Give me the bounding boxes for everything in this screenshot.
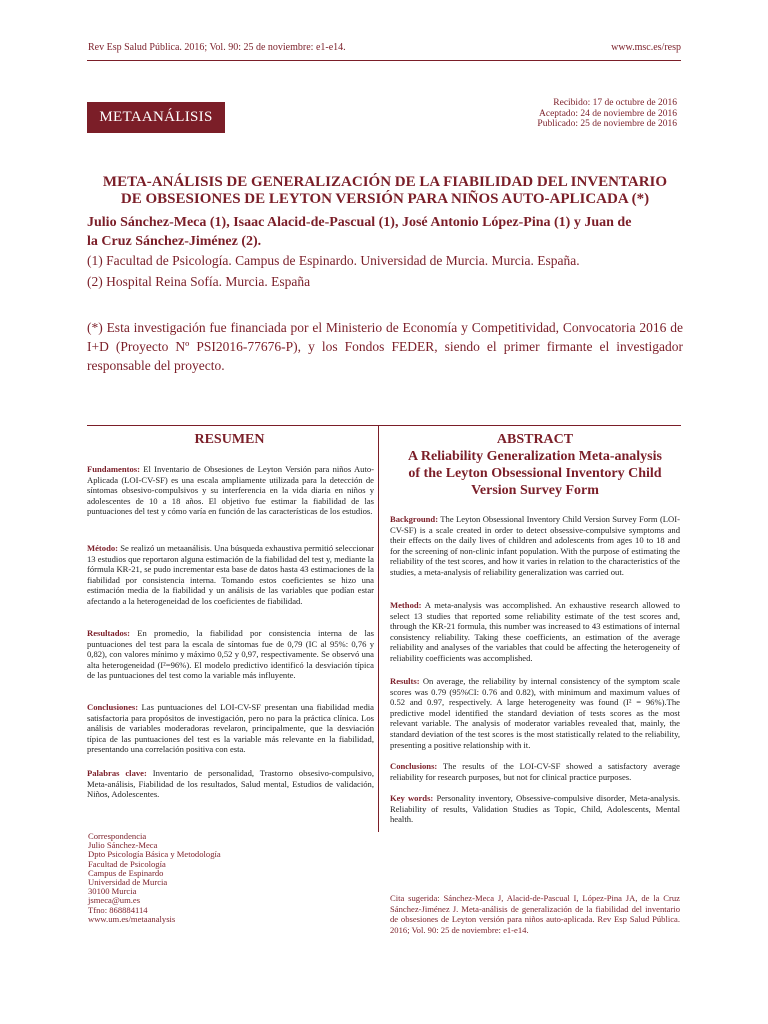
resumen-conclusiones: [87, 702, 374, 755]
abstract-title-line: Version Survey Form: [471, 483, 599, 498]
date-published: Publicado: 25 de noviembre de 2016: [537, 119, 677, 129]
title-line: META-ANÁLISIS DE GENERALIZACIÓN DE LA FIABILIDAD DEL INVENTARIO: [102, 174, 668, 190]
abstract-title-line: A Reliability Generalization Meta-analysis: [408, 449, 662, 464]
correspondence-faculty: Facultad de Psicología: [88, 858, 166, 869]
abstract-conclusions: [390, 761, 680, 782]
abstract-method: [390, 600, 680, 664]
column-divider: [378, 426, 379, 832]
journal-url[interactable]: www.msc.es/resp: [611, 42, 681, 53]
middle-divider: [87, 425, 681, 426]
para-text: El Inventario de Obsesiones de Leyton Versión para niños Auto-Aplicada (LOI-CV-SF) es una escala ampliamente utilizada para la detección de síntomas obsesivo-compulsivos y su interferencia en la vida diaria en niños y adolescentes de 10 a 18 años. El objetivo fue estimar la fiabilidad de las puntuaciones del test y cómo varía en función de las características de los estudios.: [87, 464, 374, 517]
para-label: Conclusions:: [390, 761, 438, 771]
funding-note: (*) Esta investigación fue financiada por el Ministerio de Economía y Competitividad, Convocatoria 2016 de I+D (Proyecto Nº PSI2016-77676-P), y los Fondos FEDER, siendo el primer firmante el investigador responsable del proyecto.: [87, 320, 683, 373]
correspondence-city: 30100 Murcia: [88, 886, 137, 897]
title-line: DE OBSESIONES DE LEYTON VERSIÓN PARA NIÑOS AUTO-APLICADA (*): [120, 191, 650, 207]
para-label: Key words:: [390, 793, 434, 803]
abstract-title: [390, 448, 680, 499]
resumen-metodo: [87, 543, 374, 607]
resumen-resultados: [87, 628, 374, 681]
top-divider: [87, 60, 681, 61]
para-text: On average, the reliability by internal consistency of the symptom scale scores was 0.79 (95%CI: 0.76 and 0.82), with minimum and maximum values of 0.52 and 0.97, respectively. A large heterogeneity was found (I² = 96%).The predictive model identified the standard deviation of tests scores as the most relevant variable. The analysis of moderator variables revealed that, mainly, the standard deviation of the test scores is the most statistically related to the reliability, presenting a positive relationship with it.: [390, 676, 680, 750]
para-text: The Leyton Obsessional Inventory Child Version Survey Form (LOI-CV-SF) is a scale created in order to detect obsessive-compulsive symptoms and their effects on the daily lives of children and adolescents from ages 10 to 18 and for the screening of non-clinic infant population. With the purpose of estimating the reliability of the test scores, and how it varies in relation to the characteristics of the studies, a meta-analysis of reliability generalization was carried out.: [390, 514, 680, 577]
resumen-fundamentos: [87, 464, 374, 517]
para-label: Background:: [390, 514, 439, 524]
section-label: METAANÁLISIS: [87, 102, 225, 133]
affiliation-2: (2) Hospital Reina Sofía. Murcia. España: [87, 274, 311, 289]
para-text: A meta-analysis was accomplished. An exhaustive research allowed to select 13 studies that reported some reliability estimate of the test scores and, through the KR-21 formula, this number was increased to 43 estimations of internal consistency reliability. Taking these coefficients, an estimation of the average reliability and analyses of the variables that could be affecting the heterogeneity of reliability coefficients was accomplished.: [390, 600, 680, 663]
para-label: Método:: [87, 543, 119, 553]
authors-line: Julio Sánchez-Meca (1), Isaac Alacid-de-Pascual (1), José Antonio López-Pina (1) y Juan de: [87, 215, 632, 230]
para-label: Palabras clave:: [87, 768, 147, 778]
para-label: Method:: [390, 600, 422, 610]
article-title: [87, 174, 683, 208]
para-text: Se realizó un metaanálisis. Una búsqueda exhaustiva permitió seleccionar 13 estudios que reportaron alguna estimación de la fiabilidad del test y, mediante la fórmula KR-21, se pudo incrementar esta base de datos hasta 43 estimaciones de la fiabilidad por consistencia interna. Tomando estos coeficientes se hizo una estimación media de la fiabilidad y un análisis de las variables que podían estar afectando a la heterogeneidad de los coeficientes de fiabilidad.: [87, 543, 374, 606]
journal-citation-header: Rev Esp Salud Pública. 2016; Vol. 90: 25 de noviembre: e1-e14.: [88, 42, 346, 53]
para-text: Inventario de personalidad, Trastorno obsesivo-compulsivo, Meta-análisis, Fiabilidad de los resultados, Salud mental, Estudios de validación, Niños, Adolescentes.: [87, 768, 374, 800]
abstract-key-words: [390, 793, 680, 825]
date-received: Recibido: 17 de octubre de 2016: [553, 98, 677, 108]
para-text: Las puntuaciones del LOI-CV-SF presentan una fiabilidad media satisfactoria para propósitos de investigación, pero no para la práctica clínica. Los análisis de variables moderadoras revelaron, principalmente, que la desviación típica de las puntuaciones del test es la variable más relevante en la fiabilidad, presentando una correlación positiva con esta.: [87, 702, 374, 755]
date-accepted: Aceptado: 24 de noviembre de 2016: [539, 108, 677, 119]
abstract-results: [390, 676, 680, 750]
correspondence-block: [88, 832, 221, 924]
para-text: Personality inventory, Obsessive-compulsive disorder, Meta-analysis. Reliability of results, Validation Studies as Topic, Child, Adolescents, Mental health.: [390, 793, 680, 825]
para-text: En promedio, la fiabilidad por consistencia interna de las puntuaciones del test para la escala de síntomas fue de 0,79 (IC al 95%: 0,76 y 0,82), con valores mínimo y máximo 0,52 y 0,97, respectivamente. Se observó una alta heterogeneidad (I²=96%). El modelo predictivo identificó la desviación típica de las puntuaciones del test como la variable más influyente.: [87, 628, 374, 681]
correspondence-email[interactable]: jsmeca@um.es: [88, 895, 141, 906]
authors-line: la Cruz Sánchez-Jiménez (2).: [87, 234, 262, 249]
correspondence-dept: Dpto Psicología Básica y Metodología: [88, 849, 221, 860]
correspondence-website[interactable]: www.um.es/metaanalysis: [88, 913, 176, 924]
article-dates: [537, 98, 677, 130]
suggested-citation: Cita sugerida: Sánchez-Meca J, Alacid-de-Pascual I, López-Pina JA, de la Cruz Sánchez-Jiménez J. Meta-análisis de generalización de la fiabilidad del inventario de obsesiones de Leyton versión para niños auto-aplicada. Rev Esp Salud Pública. 2016; Vol. 90: 25 de noviembre: e1-e14.: [390, 893, 680, 935]
correspondence-campus: Campus de Espinardo: [88, 867, 164, 878]
correspondence-name: Julio Sánchez-Meca: [88, 840, 158, 851]
abstract-background: [390, 514, 680, 578]
authors: [87, 213, 683, 251]
correspondence-phone: Tfno: 868884114: [88, 904, 148, 915]
abstract-title-line: of the Leyton Obsessional Inventory Child: [408, 466, 662, 481]
para-label: Fundamentos:: [87, 464, 141, 474]
para-label: Resultados:: [87, 628, 130, 638]
para-text: The results of the LOI-CV-SF showed a satisfactory average reliability for research purposes, but not for clinical practice purposes.: [390, 761, 680, 782]
abstract-heading: ABSTRACT: [496, 432, 574, 447]
para-label: Conclusiones:: [87, 702, 139, 712]
correspondence-heading: Correspondencia: [88, 831, 147, 841]
correspondence-university: Universidad de Murcia: [88, 877, 168, 888]
resumen-heading: RESUMEN: [194, 432, 265, 447]
resumen-palabras-clave: [87, 768, 374, 800]
para-label: Results:: [390, 676, 420, 686]
affiliation-1: (1) Facultad de Psicología. Campus de Espinardo. Universidad de Murcia. Murcia. España.: [87, 253, 580, 268]
